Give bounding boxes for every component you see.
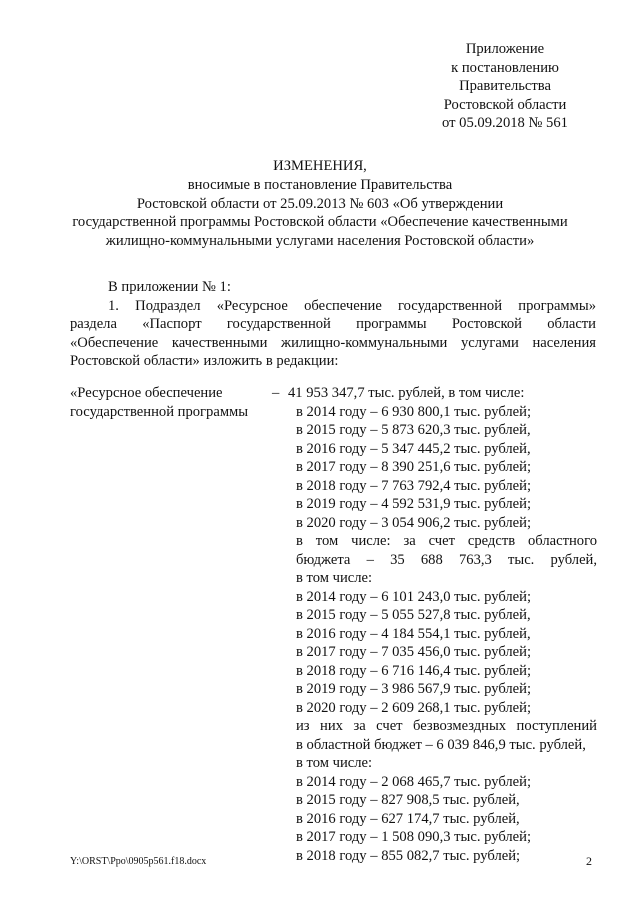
year-line: в 2015 году – 5 055 527,8 тыс. рублей, [296, 607, 531, 623]
appendix-header [420, 40, 590, 133]
year-line: в 2014 году – 2 068 465,7 тыс. рублей; [296, 773, 532, 790]
year-line: в 2019 году – 4 592 531,9 тыс. рублей; [296, 496, 532, 512]
year-line: в 2016 году – 4 184 554,1 тыс. рублей, [296, 625, 531, 642]
paragraph-line: 1. Подраздел «Ресурсное обеспечение государственной программы» [108, 297, 596, 314]
resource-total: 41 953 347,7 тыс. рублей, в том числе: [288, 385, 525, 401]
regional-line: бюджета – 35 688 763,3 тыс. рублей, [296, 551, 597, 568]
resource-dash: – [272, 385, 280, 401]
year-line: в 2015 году – 827 908,5 тыс. рублей, [296, 792, 520, 808]
heading-line: жилищно-коммунальными услугами населения Ростовской области» [105, 233, 535, 250]
paragraph-line: Ростовской области» изложить в редакции: [70, 353, 339, 369]
paragraph-line: раздела «Паспорт государственной программы Ростовской области [70, 316, 596, 332]
grants-line: из них за счет безвозмездных поступлений [296, 718, 597, 734]
paragraph-line: «Обеспечение качественными жилищно-коммунальными услугами населения [70, 334, 596, 351]
appendix-line: от 05.09.2018 № 561 [442, 115, 568, 131]
document-title: ИЗМЕНЕНИЯ, [273, 158, 367, 174]
year-line: в 2016 году – 627 174,7 тыс. рублей, [296, 810, 520, 827]
year-line: в 2020 году – 2 609 268,1 тыс. рублей; [296, 699, 532, 716]
year-line: в 2015 году – 5 873 620,3 тыс. рублей, [296, 422, 531, 438]
year-line: в 2019 году – 3 986 567,9 тыс. рублей; [296, 681, 532, 697]
resource-label-line: государственной программы [70, 403, 249, 420]
year-line: в 2017 году – 8 390 251,6 тыс. рублей; [296, 459, 532, 475]
intro-section [70, 278, 596, 371]
appendix-line: к постановлению [451, 59, 559, 76]
year-line: в 2017 году – 1 508 090,3 тыс. рублей; [296, 829, 532, 845]
grants-line: в том числе: [296, 755, 373, 771]
year-line: в 2020 году – 3 054 906,2 тыс. рублей; [296, 514, 532, 531]
resource-label [70, 384, 280, 421]
heading-line: Ростовской области от 25.09.2013 № 603 «Об утверждении [136, 195, 504, 212]
year-line: в 2018 году – 855 082,7 тыс. рублей; [296, 847, 521, 864]
regional-line: в том числе: за счет средств областного [296, 533, 597, 549]
intro-line: В приложении № 1: [108, 279, 231, 295]
appendix-line: Ростовской области [443, 96, 567, 113]
appendix-line: Правительства [459, 78, 551, 94]
year-line: в 2018 году – 6 716 146,4 тыс. рублей; [296, 662, 532, 679]
year-line: в 2016 году – 5 347 445,2 тыс. рублей, [296, 440, 531, 457]
footer-file-path: Y:\ORST\Ppo\0905p561.f18.docx [70, 856, 207, 867]
heading-line: государственной программы Ростовской области «Обеспечение качественными [72, 214, 568, 231]
document-heading [62, 157, 578, 251]
regional-line: в том числе: [296, 570, 373, 586]
year-line: в 2018 году – 7 763 792,4 тыс. рублей; [296, 477, 532, 494]
page-number: 2 [586, 854, 592, 868]
grants-line: в областной бюджет – 6 039 846,9 тыс. рублей, [296, 736, 586, 753]
year-line: в 2014 году – 6 930 800,1 тыс. рублей; [296, 403, 532, 420]
resource-values [288, 384, 597, 865]
year-line: в 2017 году – 7 035 456,0 тыс. рублей; [296, 644, 532, 660]
heading-line: вносимые в постановление Правительства [187, 176, 453, 193]
resource-label-line: «Ресурсное обеспечение [70, 385, 223, 401]
year-line: в 2014 году – 6 101 243,0 тыс. рублей; [296, 588, 532, 605]
appendix-line: Приложение [465, 41, 545, 57]
